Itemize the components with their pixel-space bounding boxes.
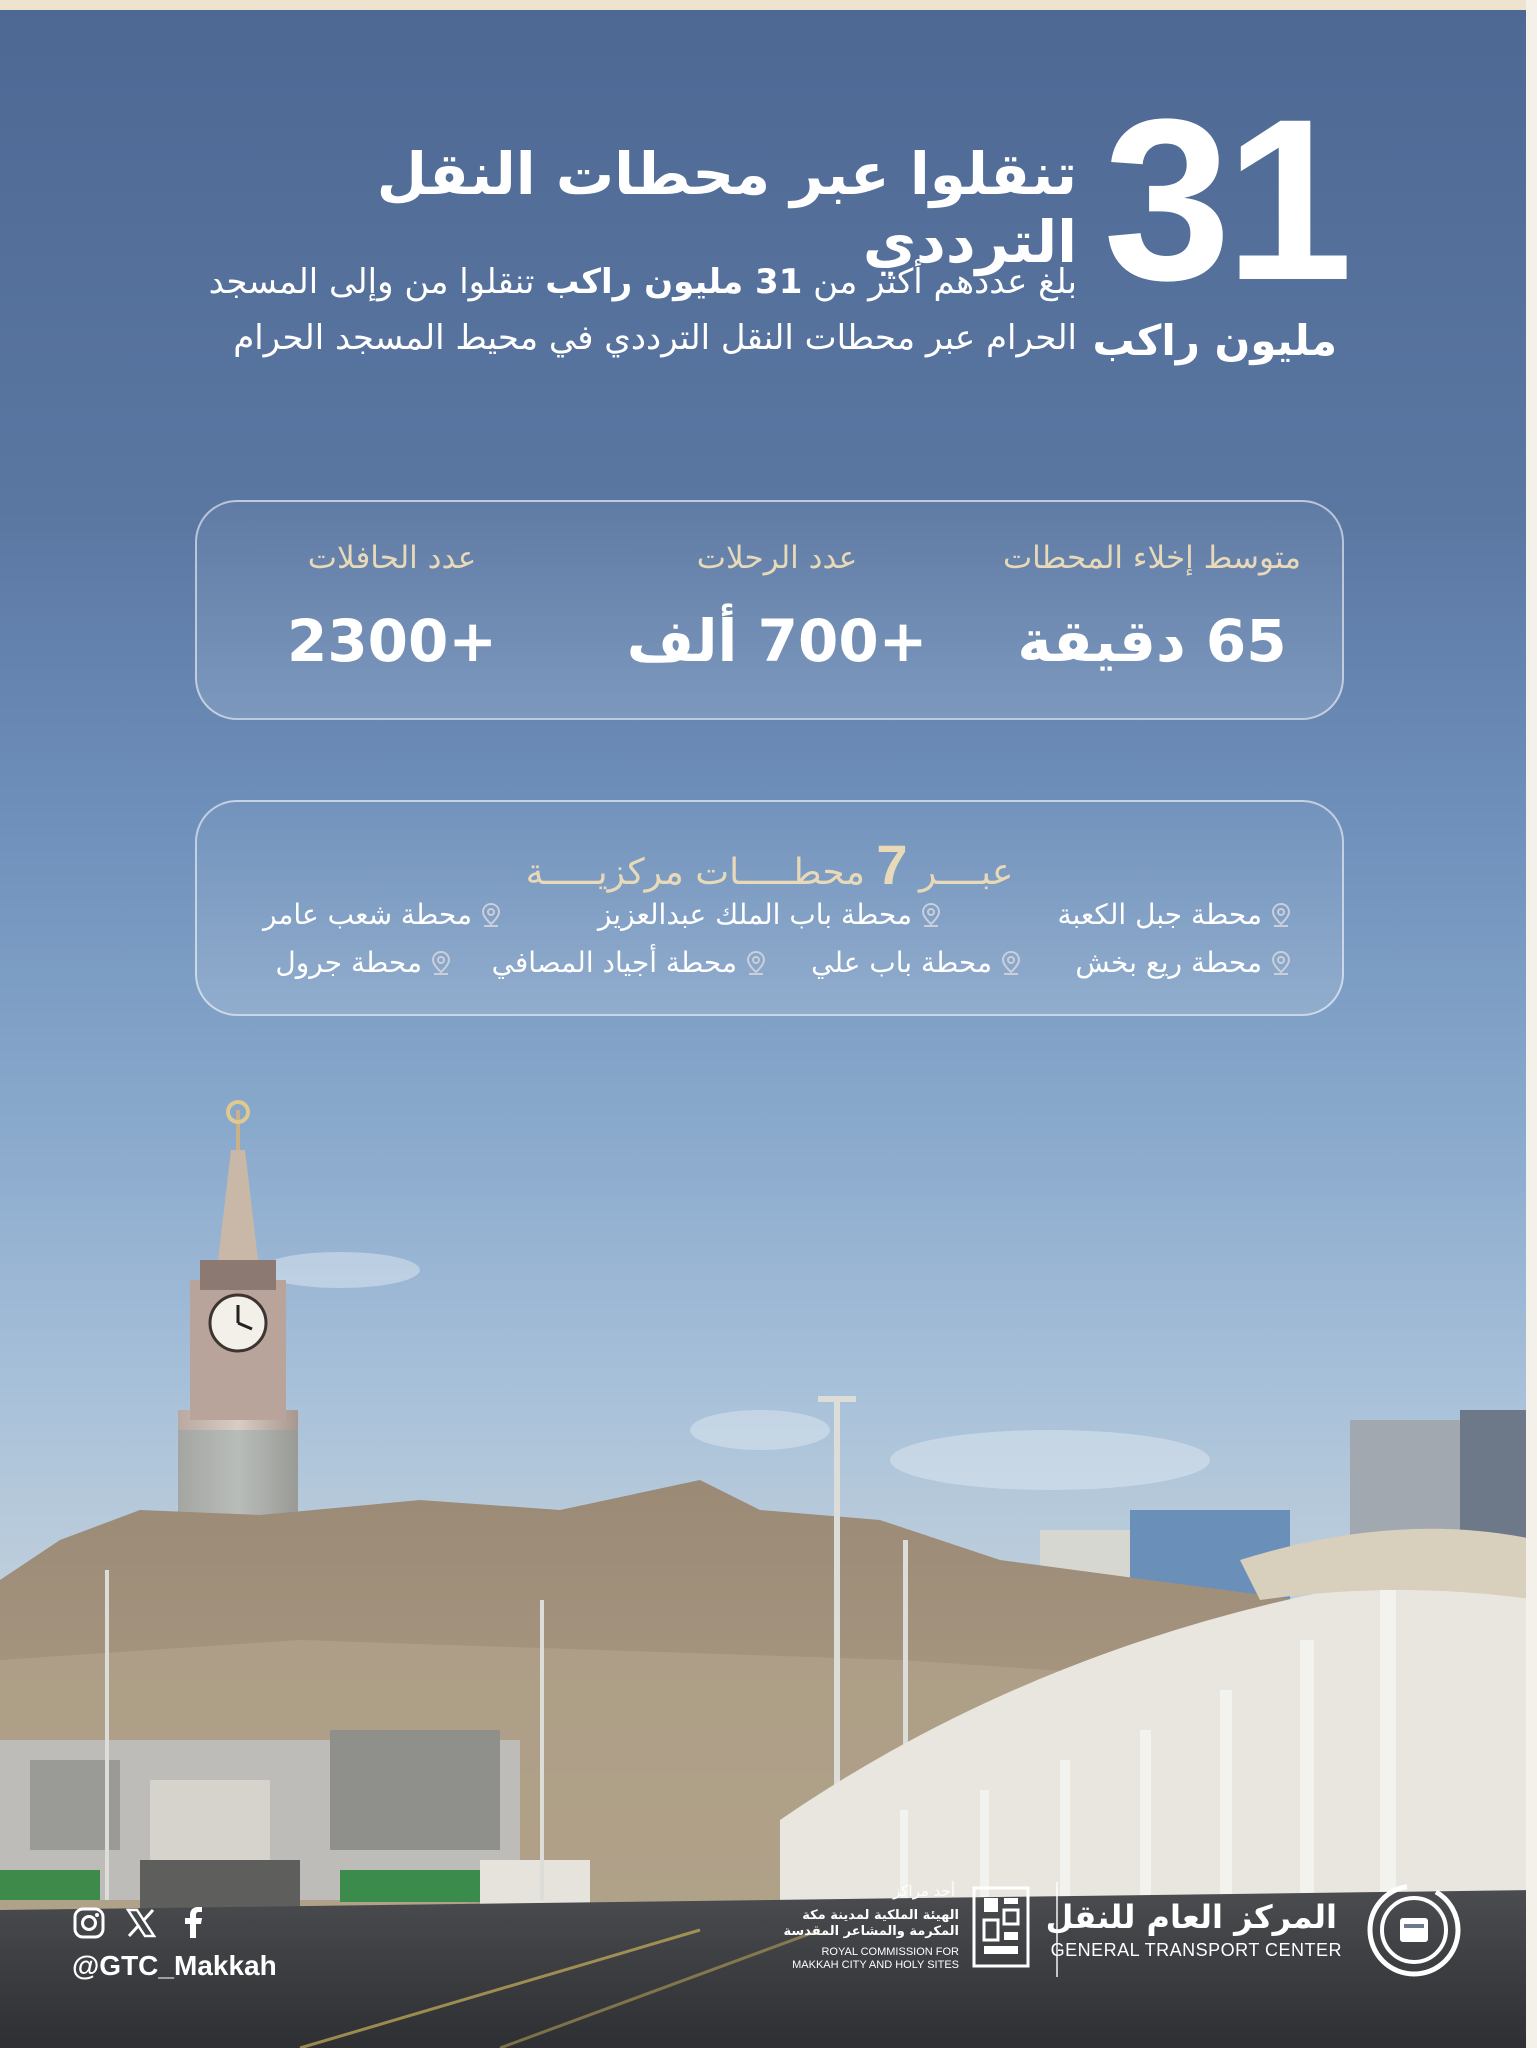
top-bar <box>0 0 1537 10</box>
facebook-icon[interactable] <box>176 1906 210 1940</box>
station-item <box>275 946 452 979</box>
station-name: محطة باب الملك عبدالعزيز <box>597 898 912 931</box>
stat-value: +2300 <box>286 607 498 675</box>
location-pin-icon <box>1000 950 1022 976</box>
stat-value: 65 دقيقة <box>1017 607 1287 675</box>
station-name: محطة باب علي <box>811 946 992 979</box>
org-name-en: GENERAL TRANSPORT CENTER <box>1050 1940 1342 1960</box>
passenger-count-number: 31 <box>1103 71 1347 328</box>
subtitle-line-1 <box>177 262 1077 302</box>
station-name: محطة ريع بخش <box>1075 946 1262 979</box>
station-item <box>811 946 1022 979</box>
station-item <box>263 898 502 931</box>
stat-value: +700 ألف <box>626 607 928 675</box>
commission-name-en-line2: MAKKAH CITY AND HOLY SITES <box>792 1959 959 1971</box>
social-links <box>72 1906 210 1940</box>
location-pin-icon <box>1270 902 1292 928</box>
stat-label: عدد الرحلات <box>696 540 858 576</box>
location-pin-icon <box>1270 950 1292 976</box>
stations-title-before: عبــــر <box>907 852 1014 893</box>
stations-title-after: محطـــــات مركزيـــــة <box>525 852 877 893</box>
stations-count: 7 <box>876 833 908 896</box>
x-icon[interactable] <box>124 1906 158 1940</box>
subtitle-line-2: الحرام عبر محطات النقل الترددي في محيط المسجد الحرام <box>233 318 1077 358</box>
stat-label: عدد الحافلات <box>307 540 477 576</box>
stats-card <box>195 500 1344 720</box>
social-handle[interactable]: @GTC_Makkah <box>72 1950 277 1981</box>
station-name: محطة أجياد المصافي <box>491 946 737 979</box>
gtc-logo <box>1364 1880 1464 1980</box>
location-pin-icon <box>745 950 767 976</box>
location-pin-icon <box>920 902 942 928</box>
right-border <box>1526 0 1537 2048</box>
station-item <box>492 946 767 979</box>
instagram-icon[interactable] <box>72 1906 106 1940</box>
location-pin-icon <box>430 950 452 976</box>
affiliation-label: أحد مراكز <box>893 1882 955 1900</box>
station-name: محطة شعب عامر <box>262 898 472 931</box>
station-item <box>598 898 942 931</box>
org-name-ar: المركز العام للنقل <box>1045 1898 1337 1936</box>
stations-title <box>197 832 1342 897</box>
location-pin-icon <box>480 902 502 928</box>
commission-name-ar-line1: الهيئة الملكية لمدينة مكة <box>802 1908 959 1923</box>
station-item <box>1057 898 1292 931</box>
station-name: محطة جبل الكعبة <box>1057 898 1262 931</box>
station-name: محطة جرول <box>275 946 422 979</box>
subtitle-line-1-before: بلغ عددهم أكثر من <box>802 262 1077 302</box>
station-item <box>1075 946 1292 979</box>
commission-name-en-line1: ROYAL COMMISSION FOR <box>821 1946 959 1958</box>
page-title: تنقلوا عبر محطات النقل الترددي <box>376 140 1077 276</box>
subtitle-line-1-highlight: 31 مليون راكب <box>545 262 803 302</box>
stat-label: متوسط إخلاء المحطات <box>1003 540 1301 576</box>
subtitle-line-1-after: تنقلوا من وإلى المسجد <box>208 262 546 302</box>
stations-card <box>195 800 1344 1016</box>
passenger-count-unit: مليون راكب <box>1092 316 1337 365</box>
commission-name-ar-line2: المكرمة والمشاعر المقدسة <box>783 1924 959 1939</box>
